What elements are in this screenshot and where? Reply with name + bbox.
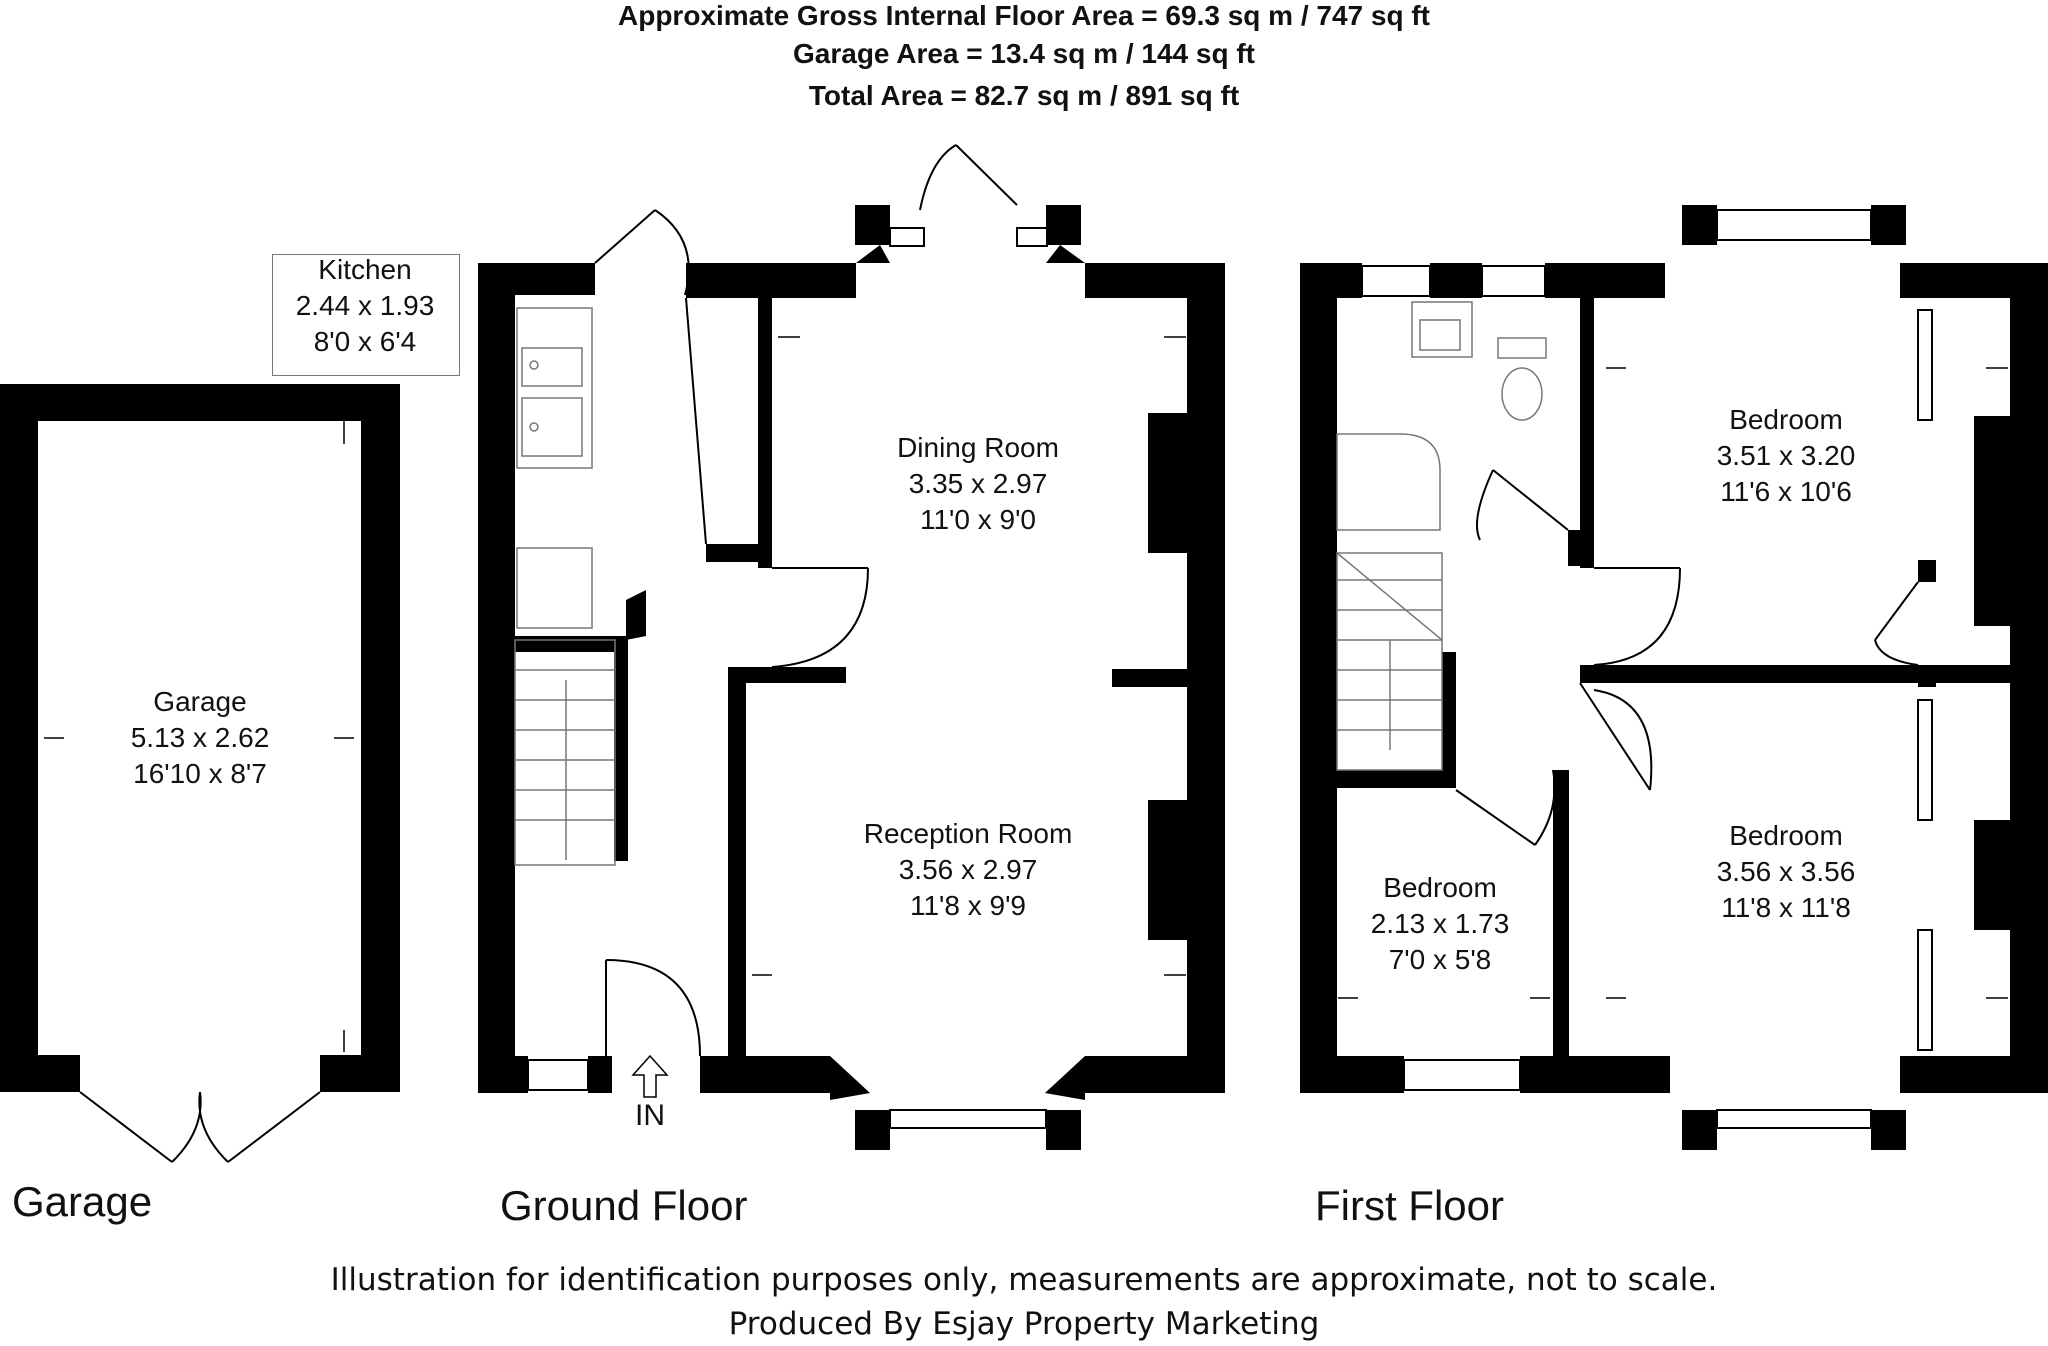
- bedroom-front-name: Bedroom: [1729, 820, 1843, 851]
- garage-name: Garage: [153, 686, 247, 717]
- kitchen-metric: 2.44 x 1.93: [295, 290, 435, 321]
- first-floor-label: First Floor: [1315, 1182, 1504, 1229]
- kitchen-label: [272, 252, 458, 360]
- garage-floor-label: Garage: [12, 1178, 153, 1225]
- bedroom-top-imperial: 11'6 x 10'6: [1720, 476, 1852, 507]
- reception-room-label: [838, 816, 1098, 924]
- gross-area-heading: Approximate Gross Internal Floor Area = 69.3 sq m / 747 sq ft: [618, 0, 1430, 31]
- dining-name: Dining Room: [897, 432, 1059, 463]
- bedroom-small-label: [1340, 870, 1540, 978]
- reception-name: Reception Room: [863, 818, 1073, 849]
- entrance-label: IN: [635, 1099, 665, 1132]
- dining-imperial: 11'0 x 9'0: [919, 504, 1037, 535]
- garage-area-heading: Garage Area = 13.4 sq m / 144 sq ft: [793, 38, 1255, 69]
- garage-metric: 5.13 x 2.62: [130, 722, 270, 753]
- garage-room-label: [80, 684, 320, 792]
- reception-imperial: 11'8 x 9'9: [909, 890, 1027, 921]
- bedroom-small-name: Bedroom: [1383, 872, 1497, 903]
- dining-room-label: [858, 430, 1098, 538]
- bedroom-top-name: Bedroom: [1729, 404, 1843, 435]
- total-area-heading: Total Area = 82.7 sq m / 891 sq ft: [808, 80, 1240, 111]
- reception-metric: 3.56 x 2.97: [898, 854, 1038, 885]
- bedroom-front-imperial: 11'8 x 11'8: [1721, 892, 1851, 923]
- entrance-arrow-icon: [633, 1056, 667, 1097]
- ground-floor-label: Ground Floor: [500, 1182, 748, 1229]
- kitchen-imperial: 8'0 x 6'4: [313, 326, 417, 357]
- bedroom-small-metric: 2.13 x 1.73: [1370, 908, 1510, 939]
- producer-text: Produced By Esjay Property Marketing: [728, 1306, 1320, 1342]
- bedroom-small-imperial: 7'0 x 5'8: [1388, 944, 1492, 975]
- dining-metric: 3.35 x 2.97: [908, 468, 1048, 499]
- garage-imperial: 16'10 x 8'7: [133, 758, 267, 789]
- kitchen-name: Kitchen: [318, 254, 412, 285]
- bedroom-front-label: [1686, 818, 1886, 926]
- disclaimer-text: Illustration for identification purposes only, measurements are approximate, not to scale.: [330, 1262, 1718, 1298]
- bedroom-top-label: [1686, 402, 1886, 510]
- bedroom-top-metric: 3.51 x 3.20: [1716, 440, 1856, 471]
- bedroom-front-metric: 3.56 x 3.56: [1716, 856, 1856, 887]
